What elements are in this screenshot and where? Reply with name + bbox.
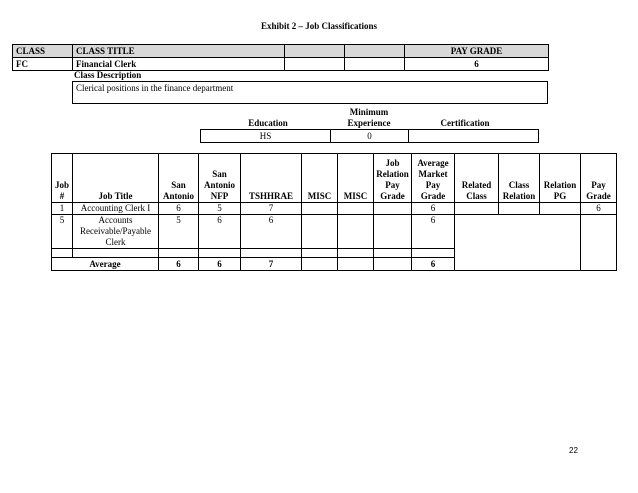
requirements-table — [200, 129, 539, 143]
class-table — [12, 44, 549, 71]
related-class-header: Related Class — [455, 154, 499, 203]
misc-header-1: MISC — [302, 154, 338, 203]
experience-value: 0 — [331, 130, 409, 143]
job-title-header: Job Title — [73, 154, 159, 203]
san-antonio-nfp-header: San Antonio NFP — [199, 154, 241, 203]
misc-header-2: MISC — [338, 154, 374, 203]
class-header: CLASS — [13, 45, 73, 58]
class-relation-header: Class Relation — [499, 154, 540, 203]
class-table-row — [13, 58, 549, 71]
table-row: 5 Accounts Receivable/Payable Clerk 5 6 6 6 — [52, 215, 617, 249]
class-title: Financial Clerk — [73, 58, 285, 71]
class-pay-grade: 6 — [405, 58, 549, 71]
class-table-header — [13, 45, 549, 58]
tshhrae-header: TSHHRAE — [241, 154, 302, 203]
experience-label: Minimum Experience — [347, 107, 391, 128]
class-title-header: CLASS TITLE — [73, 45, 285, 58]
san-antonio-header: San Antonio — [159, 154, 199, 203]
job-relation-pay-grade-header: Job Relation Pay Grade — [374, 154, 412, 203]
page-number: 22 — [569, 446, 578, 455]
education-label: Education — [248, 118, 288, 128]
class-code: FC — [13, 58, 73, 71]
class-description-box — [72, 81, 548, 104]
class-description-text: Clerical positions in the finance department — [76, 83, 234, 93]
table-row: 1 Accounting Clerk I 6 5 7 6 6 — [52, 203, 617, 215]
job-table-header — [52, 154, 617, 203]
class-description-label: Class Description — [74, 70, 142, 80]
pay-grade-header: PAY GRADE — [405, 45, 549, 58]
relation-pg-header: Relation PG — [540, 154, 581, 203]
average-market-pay-grade-header: Average Market Pay Grade — [412, 154, 455, 203]
job-table — [51, 153, 617, 271]
job-number-header: Job # — [52, 154, 73, 203]
pay-grade-header: Pay Grade — [581, 154, 617, 203]
education-value: HS — [201, 130, 331, 143]
average-row: Average 6 6 7 6 — [52, 258, 617, 271]
exhibit-title: Exhibit 2 – Job Classifications — [260, 21, 378, 31]
certification-value — [409, 130, 539, 143]
certification-label: Certification — [440, 118, 490, 128]
average-label: Average — [52, 258, 159, 271]
